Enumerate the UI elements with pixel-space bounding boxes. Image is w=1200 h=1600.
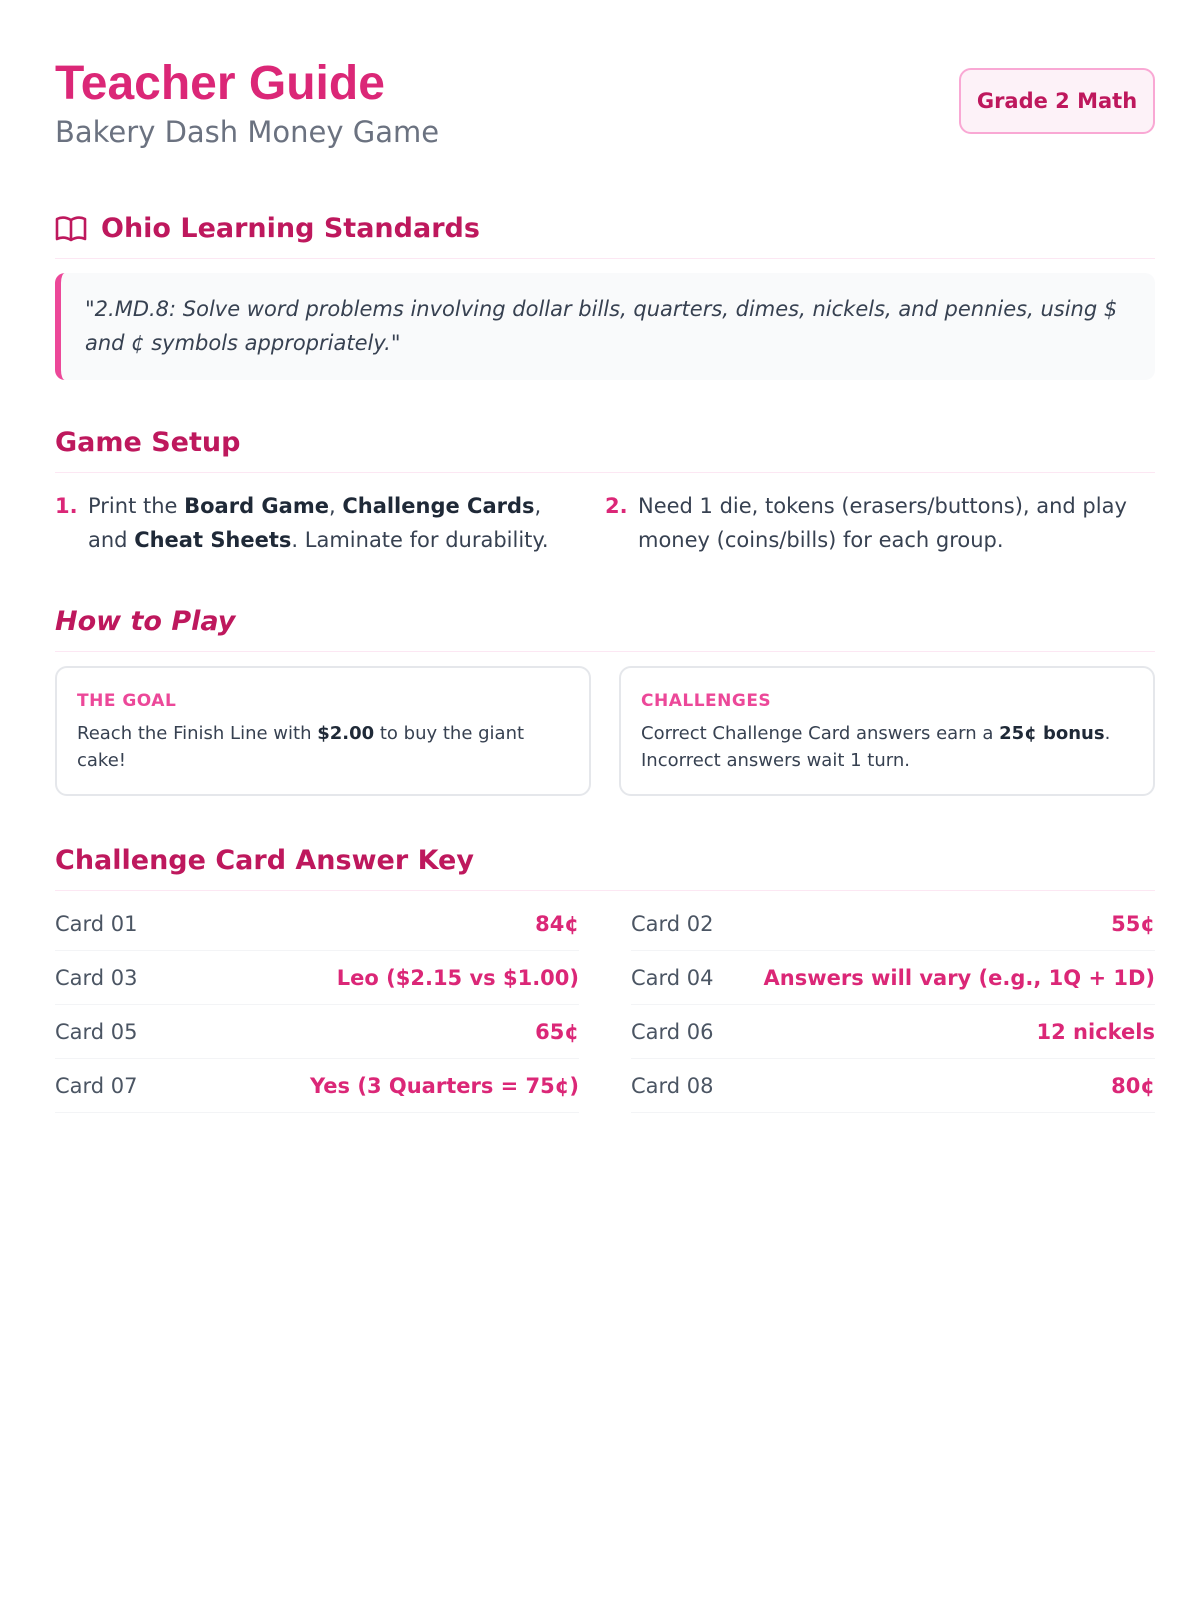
step-text-part: ,	[328, 494, 343, 518]
bonus-amount: 25¢ bonus	[999, 723, 1105, 744]
answer-row	[631, 897, 1155, 951]
how-to-play-heading: How to Play	[55, 605, 1155, 652]
answer-row	[631, 951, 1155, 1005]
challenges-card	[619, 666, 1155, 796]
answer-row	[55, 951, 579, 1005]
challenges-text	[641, 720, 1133, 774]
card-number: Card 01	[55, 911, 138, 936]
cheat-sheets-text: Cheat Sheets	[134, 528, 292, 552]
goal-label: THE GOAL	[77, 691, 177, 711]
goal-card	[55, 666, 591, 796]
card-answer: Leo ($2.15 vs $1.00)	[336, 965, 579, 990]
step-text-part: . Laminate for durability.	[291, 528, 549, 552]
step-text-part: , and	[88, 494, 542, 552]
answer-key-grid	[55, 897, 1155, 1113]
answer-column-right	[631, 897, 1155, 1113]
board-game-text: Board Game	[184, 494, 329, 518]
grade-badge: Grade 2 Math	[959, 68, 1155, 134]
answer-row	[55, 1005, 579, 1059]
setup-step-2	[605, 489, 1155, 557]
header	[55, 58, 1155, 158]
standards-quote: "2.MD.8: Solve word problems involving dollar bills, quarters, dimes, nickels, and pennies, using $ and ¢ symbols appropriately."	[55, 273, 1155, 380]
card-number: Card 08	[631, 1073, 714, 1098]
how-to-play-section	[55, 605, 1155, 796]
goal-text-part: to buy the giant cake!	[77, 723, 525, 771]
step-text-part: Print the	[88, 494, 185, 518]
answer-row	[55, 1059, 579, 1113]
card-answer: 12 nickels	[1036, 1019, 1155, 1044]
answer-row	[631, 1005, 1155, 1059]
challenges-label: CHALLENGES	[641, 691, 772, 711]
card-number: Card 06	[631, 1019, 714, 1044]
standards-heading	[55, 212, 1155, 259]
setup-section	[55, 426, 1155, 557]
card-answer: Answers will vary (e.g., 1Q + 1D)	[763, 965, 1155, 990]
step-number: 1.	[55, 494, 78, 518]
answer-row	[631, 1059, 1155, 1113]
card-answer: 55¢	[1111, 911, 1155, 936]
card-answer: 80¢	[1111, 1073, 1155, 1098]
step-number: 2.	[605, 494, 628, 518]
setup-step-1	[55, 489, 605, 557]
setup-heading: Game Setup	[55, 426, 1155, 473]
book-open-icon	[55, 215, 87, 243]
standards-title: Ohio Learning Standards	[101, 213, 480, 244]
card-number: Card 02	[631, 911, 714, 936]
card-answer: Yes (3 Quarters = 75¢)	[310, 1073, 579, 1098]
goal-amount: $2.00	[317, 723, 375, 744]
challenge-cards-text: Challenge Cards	[342, 494, 535, 518]
challenges-text-part: . Incorrect answers wait 1 turn.	[641, 723, 1111, 771]
answer-key-section	[55, 844, 1155, 1113]
card-answer: 65¢	[535, 1019, 579, 1044]
step-text: Need 1 die, tokens (erasers/buttons), and play money (coins/bills) for each group.	[638, 494, 1127, 552]
answer-column-left	[55, 897, 579, 1113]
page-subtitle: Bakery Dash Money Game	[55, 115, 440, 149]
challenges-text-part: Correct Challenge Card answers earn a	[641, 723, 1000, 744]
card-number: Card 03	[55, 965, 138, 990]
page-title: Teacher Guide	[55, 57, 385, 110]
answer-row	[55, 897, 579, 951]
card-number: Card 04	[631, 965, 714, 990]
card-number: Card 07	[55, 1073, 138, 1098]
goal-text-part: Reach the Finish Line with	[77, 723, 318, 744]
step-text	[88, 489, 585, 557]
how-to-play-cards	[55, 666, 1155, 796]
card-answer: 84¢	[535, 911, 579, 936]
card-number: Card 05	[55, 1019, 138, 1044]
answer-key-heading: Challenge Card Answer Key	[55, 844, 1155, 891]
setup-steps	[55, 489, 1155, 557]
teacher-guide-page	[55, 58, 1155, 1113]
standards-section	[55, 212, 1155, 380]
goal-text	[77, 720, 569, 774]
